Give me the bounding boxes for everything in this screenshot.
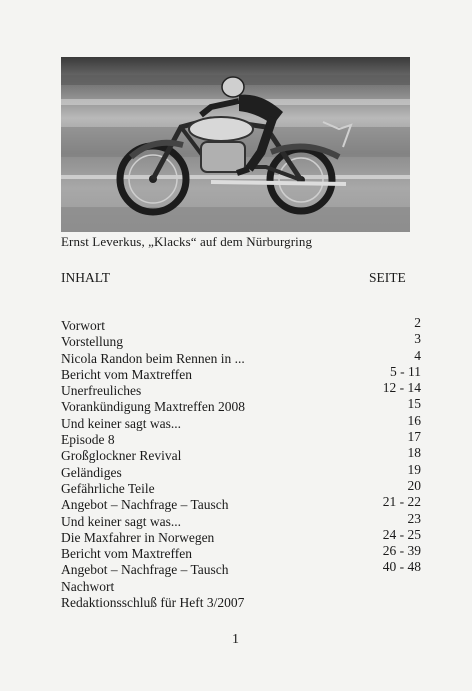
page-number: 1: [232, 632, 239, 647]
motorcycle-rider-image: [61, 57, 410, 232]
page-column-heading: SEITE: [369, 270, 406, 285]
toc-entry-title: Vorankündigung Maxtreffen 2008: [61, 399, 245, 415]
toc-entry-page: 23: [407, 510, 421, 526]
toc-entry: [61, 526, 421, 546]
toc-entry: [61, 595, 421, 611]
toc-entry-title: Und keiner sagt was...: [61, 415, 181, 431]
toc-entry: [61, 412, 421, 432]
photo-caption: Ernst Leverkus, „Klacks“ auf dem Nürburgring: [61, 234, 313, 249]
toc-entry-title: Gefährliche Teile: [61, 480, 155, 496]
toc-entry-page: 16: [407, 412, 421, 428]
toc-entry: [61, 363, 421, 383]
toc-entry: [61, 331, 421, 350]
toc-entry: [61, 396, 421, 415]
toc-entry-title: Nachwort: [61, 578, 115, 594]
toc-entry-title: Redaktionsschluß für Heft 3/2007: [61, 595, 245, 611]
toc-entry: [61, 347, 421, 367]
toc-entry-page: 5 - 11: [390, 363, 421, 379]
toc-entry-title: Bericht vom Maxtreffen: [61, 546, 192, 562]
toc-entry: [61, 559, 421, 578]
toc-entry-page: 4: [414, 347, 421, 363]
toc-entry-title: Geländiges: [61, 464, 122, 480]
toc-entry: [61, 445, 421, 464]
toc-entry: [61, 543, 421, 562]
toc-entry: [61, 315, 421, 334]
toc-entry-page: 2: [414, 315, 421, 330]
toc-entry-title: Nicola Randon beim Rennen in ...: [61, 350, 245, 366]
toc-entry: [61, 494, 421, 513]
toc-entry-page: 3: [414, 331, 421, 347]
toc-entry: [61, 510, 421, 530]
toc-entry-title: Episode 8: [61, 432, 115, 448]
table-of-contents: [61, 315, 421, 611]
toc-entry-page: 40 - 48: [382, 559, 421, 575]
toc-entry-title: Bericht vom Maxtreffen: [61, 366, 192, 382]
toc-entry-title: Und keiner sagt was...: [61, 513, 181, 529]
toc-entry-title: Angebot – Nachfrage – Tausch: [61, 562, 229, 578]
toc-entry: [61, 429, 421, 448]
toc-heading: INHALT: [61, 270, 110, 285]
toc-entry-title: Angebot – Nachfrage – Tausch: [61, 497, 229, 513]
toc-entry-page: 18: [407, 445, 421, 461]
toc-entry: [61, 579, 421, 595]
toc-entry: [61, 461, 421, 481]
toc-entry-title: Vorstellung: [61, 334, 124, 350]
toc-entry-page: 26 - 39: [382, 543, 421, 559]
toc-entry-page: 24 - 25: [382, 526, 421, 542]
toc-entry: [61, 380, 421, 399]
toc-entry: [61, 477, 421, 497]
toc-entry-title: Die Maxfahrer in Norwegen: [61, 529, 215, 545]
toc-entry-title: Vorwort: [61, 318, 106, 333]
toc-entry-title: Großglockner Revival: [61, 448, 182, 464]
toc-entry-page: 15: [407, 396, 421, 412]
motorcycle-photo: [61, 57, 410, 232]
toc-entry-page: 20: [407, 477, 421, 493]
toc-entry-page: 21 - 22: [382, 494, 421, 510]
toc-entry-title: Unerfreuliches: [61, 383, 142, 399]
toc-entry-page: 19: [407, 461, 421, 477]
toc-entry-page: 12 - 14: [382, 380, 421, 396]
toc-entry-page: 17: [407, 429, 421, 445]
